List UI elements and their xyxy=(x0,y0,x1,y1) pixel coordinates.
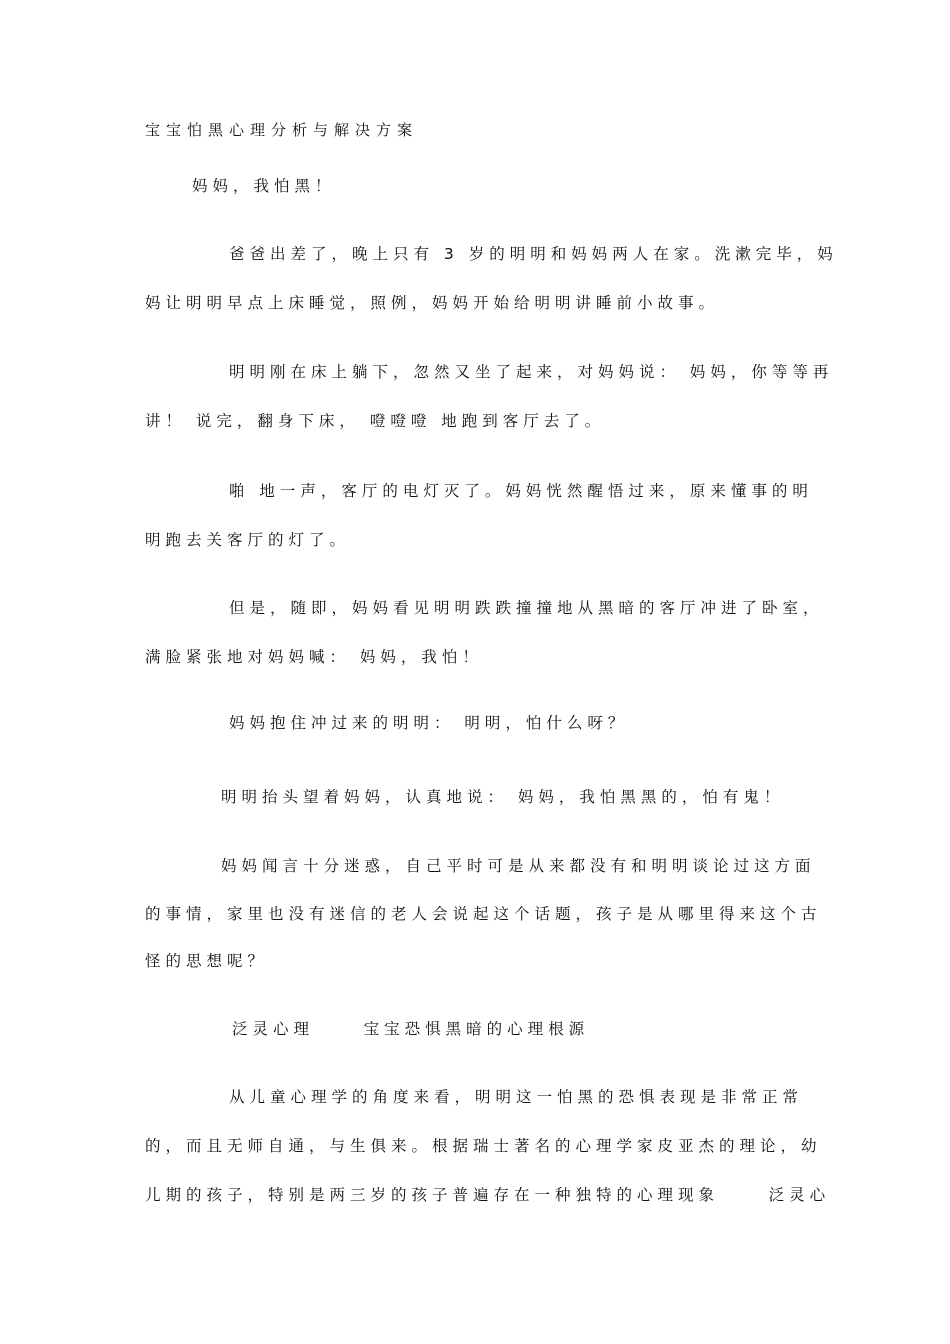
paragraph-line: 讲！ 说完，翻身下床， 噔噔噔 地跑到客厅去了。 xyxy=(145,412,606,430)
paragraph-line: 妈妈，我怕黑！ xyxy=(192,177,336,195)
paragraph-line: 妈让明明早点上床睡觉，照例，妈妈开始给明明讲睡前小故事。 xyxy=(145,294,720,312)
section-heading: 泛灵心理 宝宝恐惧黑暗的心理根源 xyxy=(232,1020,590,1038)
paragraph-line: 爸爸出差了，晚上只有 3 岁的明明和妈妈两人在家。洗漱完毕，妈 xyxy=(229,245,838,263)
paragraph-line: 的，而且无师自通，与生俱来。根据瑞士著名的心理学家皮亚杰的理论，幼 xyxy=(145,1137,822,1155)
paragraph-line: 满脸紧张地对妈妈喊： 妈妈，我怕！ xyxy=(145,648,483,666)
paragraph-line: 明明抬头望着妈妈，认真地说： 妈妈，我怕黑黑的，怕有鬼！ xyxy=(221,788,785,806)
paragraph-line: 明跑去关客厅的灯了。 xyxy=(145,531,351,549)
paragraph-line: 啪 地一声，客厅的电灯灭了。妈妈恍然醒悟过来，原来懂事的明 xyxy=(229,482,813,500)
paragraph-line: 妈妈闻言十分迷惑，自己平时可是从来都没有和明明谈论过这方面 xyxy=(221,857,816,875)
paragraph-line: 儿期的孩子，特别是两三岁的孩子普遍存在一种独特的心理现象 泛灵心 xyxy=(145,1186,831,1204)
paragraph-line: 的事情，家里也没有迷信的老人会说起这个话题，孩子是从哪里得来这个古 xyxy=(145,905,822,923)
paragraph-line: 从儿童心理学的角度来看，明明这一怕黑的恐惧表现是非常正常 xyxy=(229,1088,804,1106)
paragraph-line: 妈妈抱住冲过来的明明： 明明，怕什么呀？ xyxy=(229,714,629,732)
paragraph-line: 但是，随即，妈妈看见明明跌跌撞撞地从黑暗的客厅冲进了卧室， xyxy=(229,599,824,617)
document-title: 宝宝怕黑心理分析与解决方案 xyxy=(145,121,419,139)
paragraph-line: 怪的思想呢？ xyxy=(145,952,269,970)
paragraph-line: 明明刚在床上躺下，忽然又坐了起来，对妈妈说： 妈妈，你等等再 xyxy=(229,363,834,381)
